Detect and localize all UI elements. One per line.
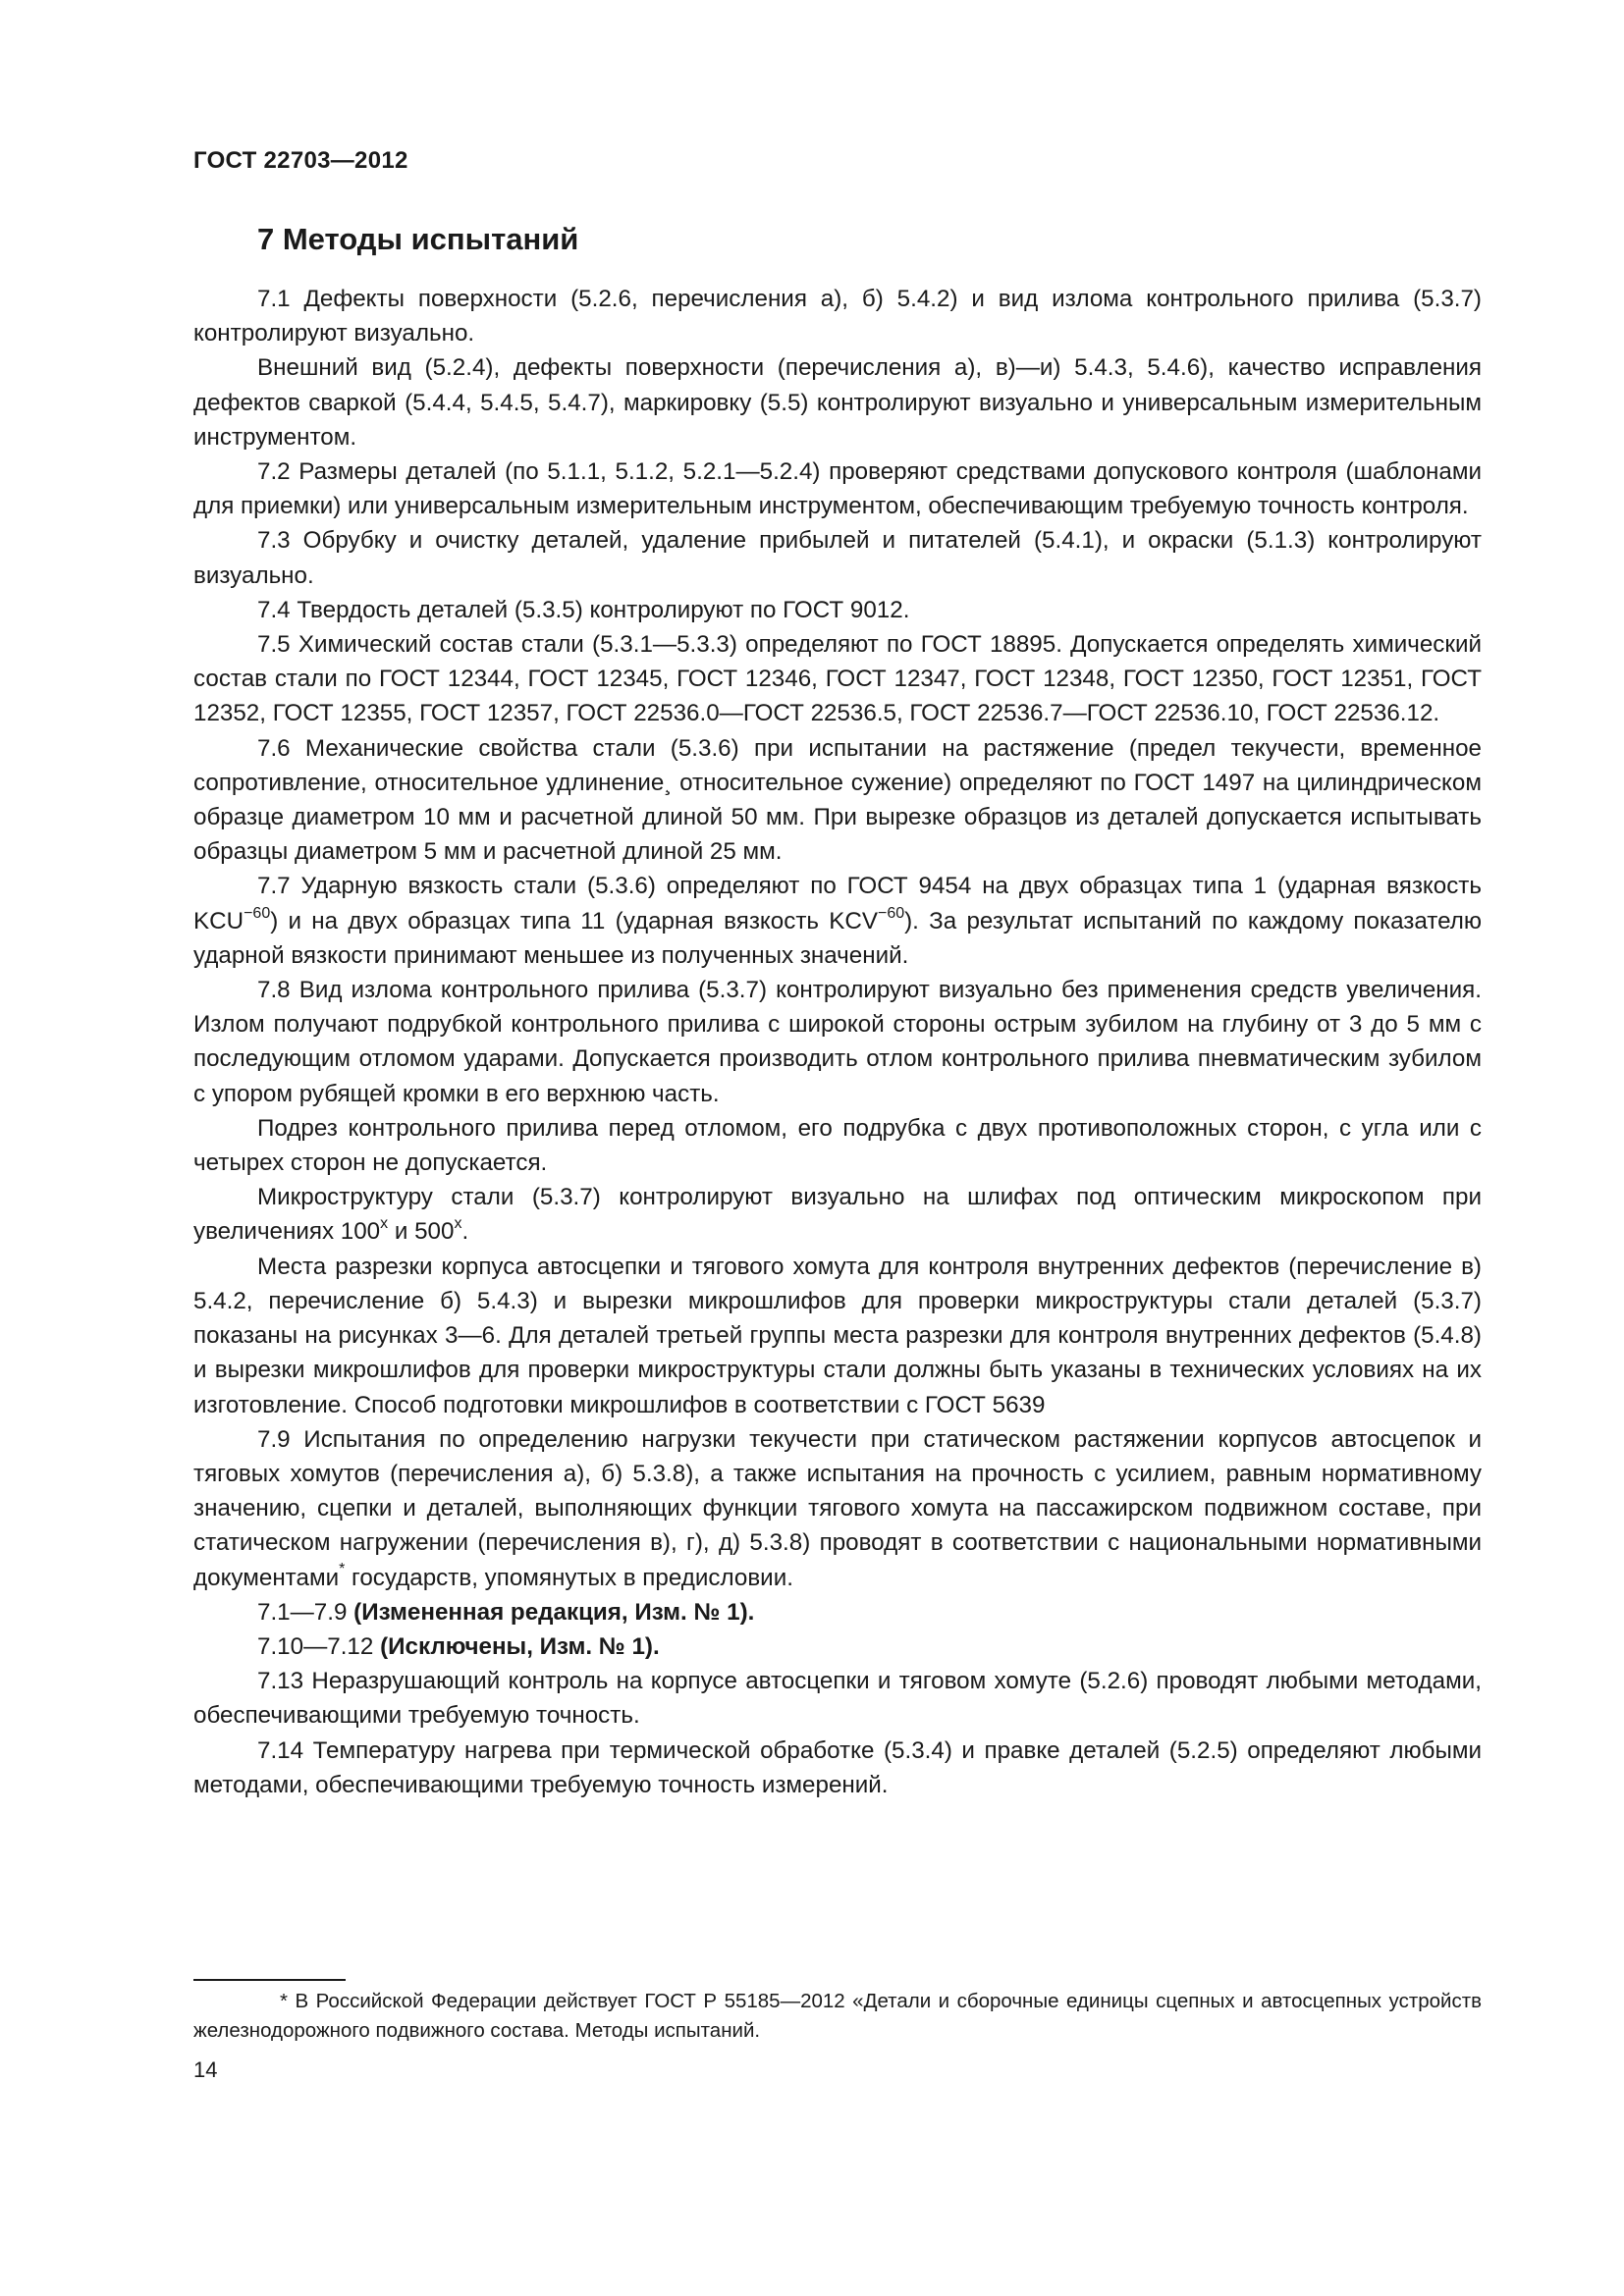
amendment-note: (Измененная редакция, Изм. № 1).	[353, 1598, 755, 1626]
superscript: x	[380, 1215, 389, 1233]
text-span: 7.1—7.9	[257, 1598, 354, 1626]
paragraph-7-1-7-9-note	[193, 1595, 1482, 1629]
footnote-text: * В Российской Федерации действует ГОСТ Р 55185—2012 «Детали и сборочные единицы сцепных и автосцепных устройств железнодорожного подвижного состава. Методы испытаний.	[193, 1990, 1482, 2042]
paragraph-7-3: 7.3 Обрубку и очистку деталей, удаление прибылей и питателей (5.4.1), и окраски (5.1.3) контролируют визуально.	[193, 527, 1482, 589]
text-span: ). За результат испытаний по каждому показателю ударной вязкости принимают меньшее из полученных значений.	[193, 907, 1482, 969]
paragraph-7-7	[193, 869, 1482, 973]
page-number: 14	[193, 2057, 218, 2082]
paragraph-7-9	[193, 1422, 1482, 1595]
paragraph-7-2: 7.2 Размеры деталей (по 5.1.1, 5.1.2, 5.2.1—5.2.4) проверяют средствами допускового контроля (шаблонами для приемки) или универсальным измерительным инструментом, обеспечивающим требуемую точность контроля.	[193, 458, 1482, 520]
text-span: 7.9 Испытания по определению нагрузки текучести при статическом растяжении корпусов автосцепок и тяговых хомутов (перечисления а), б) 5.3.8), а также испытания на прочность с усилием, равным нормативному значению, сцепки и деталей, выполняющих функции тягового хомута на пассажирском подвижном составе, при статическом нагружении (перечисления в), г), д) 5.3.8) проводят в соответствии с национальными нормативными документами	[193, 1425, 1482, 1591]
paragraph-7-8-cutting: Места разрезки корпуса автосцепки и тягового хомута для контроля внутренних дефектов (перечисление в) 5.4.2, перечисление б) 5.4.3) и вырезки микрошлифов для проверки микроструктуры стали деталей (5.3.7) показаны на рисунках 3—6. Для деталей третьей группы места разрезки для контроля внутренних дефектов (5.4.8) и вырезки микрошлифов для проверки микроструктуры стали должны быть указаны в технических условиях на их изготовление. Способ подготовки микрошлифов в соответствии с ГОСТ 5639	[193, 1253, 1482, 1418]
text-span: Микроструктуру стали (5.3.7) контролируют визуально на шлифах под оптическим микроскопом при увеличениях 100	[193, 1184, 1482, 1246]
text-span: и 500	[388, 1218, 455, 1246]
paragraph-7-8: 7.8 Вид излома контрольного прилива (5.3.7) контролируют визуально без применения средств увеличения. Излом получают подрубкой контрольного прилива с широкой стороны острым зубилом на глубину от 3 до 5 мм с последующим отломом ударами. Допускается производить отлом контрольного прилива пневматическим зубилом с упором рубящей кромки в его верхнюю часть.	[193, 977, 1482, 1107]
paragraph-7-8-microstructure	[193, 1180, 1482, 1249]
document-header: ГОСТ 22703—2012	[193, 147, 408, 174]
text-span: государств, упомянутых в предисловии.	[345, 1564, 793, 1591]
footnote	[193, 1987, 1482, 2046]
amendment-note: (Исключены, Изм. № 1).	[380, 1632, 660, 1660]
superscript: x	[454, 1215, 462, 1233]
paragraph-7-13: 7.13 Неразрушающий контроль на корпусе автосцепки и тяговом хомуте (5.2.6) проводят любыми методами, обеспечивающими требуемую точность.	[193, 1668, 1482, 1730]
paragraph-7-14: 7.14 Температуру нагрева при термической обработке (5.3.4) и правке деталей (5.2.5) определяют любыми методами, обеспечивающими требуемую точность измерений.	[193, 1736, 1482, 1798]
paragraph-7-1: 7.1 Дефекты поверхности (5.2.6, перечисления а), б) 5.4.2) и вид излома контрольного прилива (5.3.7) контролируют визуально.	[193, 286, 1482, 347]
paragraph-7-8-undercut: Подрез контрольного прилива перед отломом, его подрубка с двух противоположных сторон, с угла или с четырех сторон не допускается.	[193, 1114, 1482, 1177]
text-span: 7.10—7.12	[257, 1632, 381, 1660]
section-title: 7 Методы испытаний	[257, 222, 579, 256]
paragraph-7-4: 7.4 Твердость деталей (5.3.5) контролируют по ГОСТ 9012.	[257, 596, 910, 623]
superscript: −60	[244, 904, 271, 922]
text-span: .	[461, 1218, 469, 1246]
superscript: −60	[877, 904, 905, 922]
paragraph-7-1-appearance: Внешний вид (5.2.4), дефекты поверхности (перечисления а), в)—и) 5.4.3, 5.4.6), качество исправления дефектов сваркой (5.4.4, 5.4.5, 5.4.7), маркировку (5.5) контролируют визуально и универсальным измерительным инструментом.	[193, 354, 1482, 451]
paragraph-7-5: 7.5 Химический состав стали (5.3.1—5.3.3) определяют по ГОСТ 18895. Допускается определять химический состав стали по ГОСТ 12344, ГОСТ 12345, ГОСТ 12346, ГОСТ 12347, ГОСТ 12348, ГОСТ 12350, ГОСТ 12351, ГОСТ 12352, ГОСТ 12355, ГОСТ 12357, ГОСТ 22536.0—ГОСТ 22536.5, ГОСТ 22536.7—ГОСТ 22536.10, ГОСТ 22536.12.	[193, 631, 1482, 727]
main-body	[193, 282, 1482, 1802]
text-span: ) и на двух образцах типа 11 (ударная вязкость KCV	[270, 907, 878, 934]
paragraph-7-10-7-12-note	[193, 1629, 1482, 1664]
paragraph-7-6: 7.6 Механические свойства стали (5.3.6) при испытании на растяжение (предел текучести, временное сопротивление, относительное удлинение¸ относительное сужение) определяют по ГОСТ 1497 на цилиндрическом образце диаметром 10 мм и расчетной длиной 50 мм. При вырезке образцов из деталей допускается испытывать образцы диаметром 5 мм и расчетной длиной 25 мм.	[193, 734, 1482, 866]
footnote-divider	[193, 1979, 346, 1981]
footnote-marker: *	[339, 1561, 346, 1578]
text-span: 7.7 Ударную вязкость стали (5.3.6) определяют по ГОСТ 9454 на двух образцах типа 1 (ударная вязкость KCU	[193, 873, 1482, 934]
